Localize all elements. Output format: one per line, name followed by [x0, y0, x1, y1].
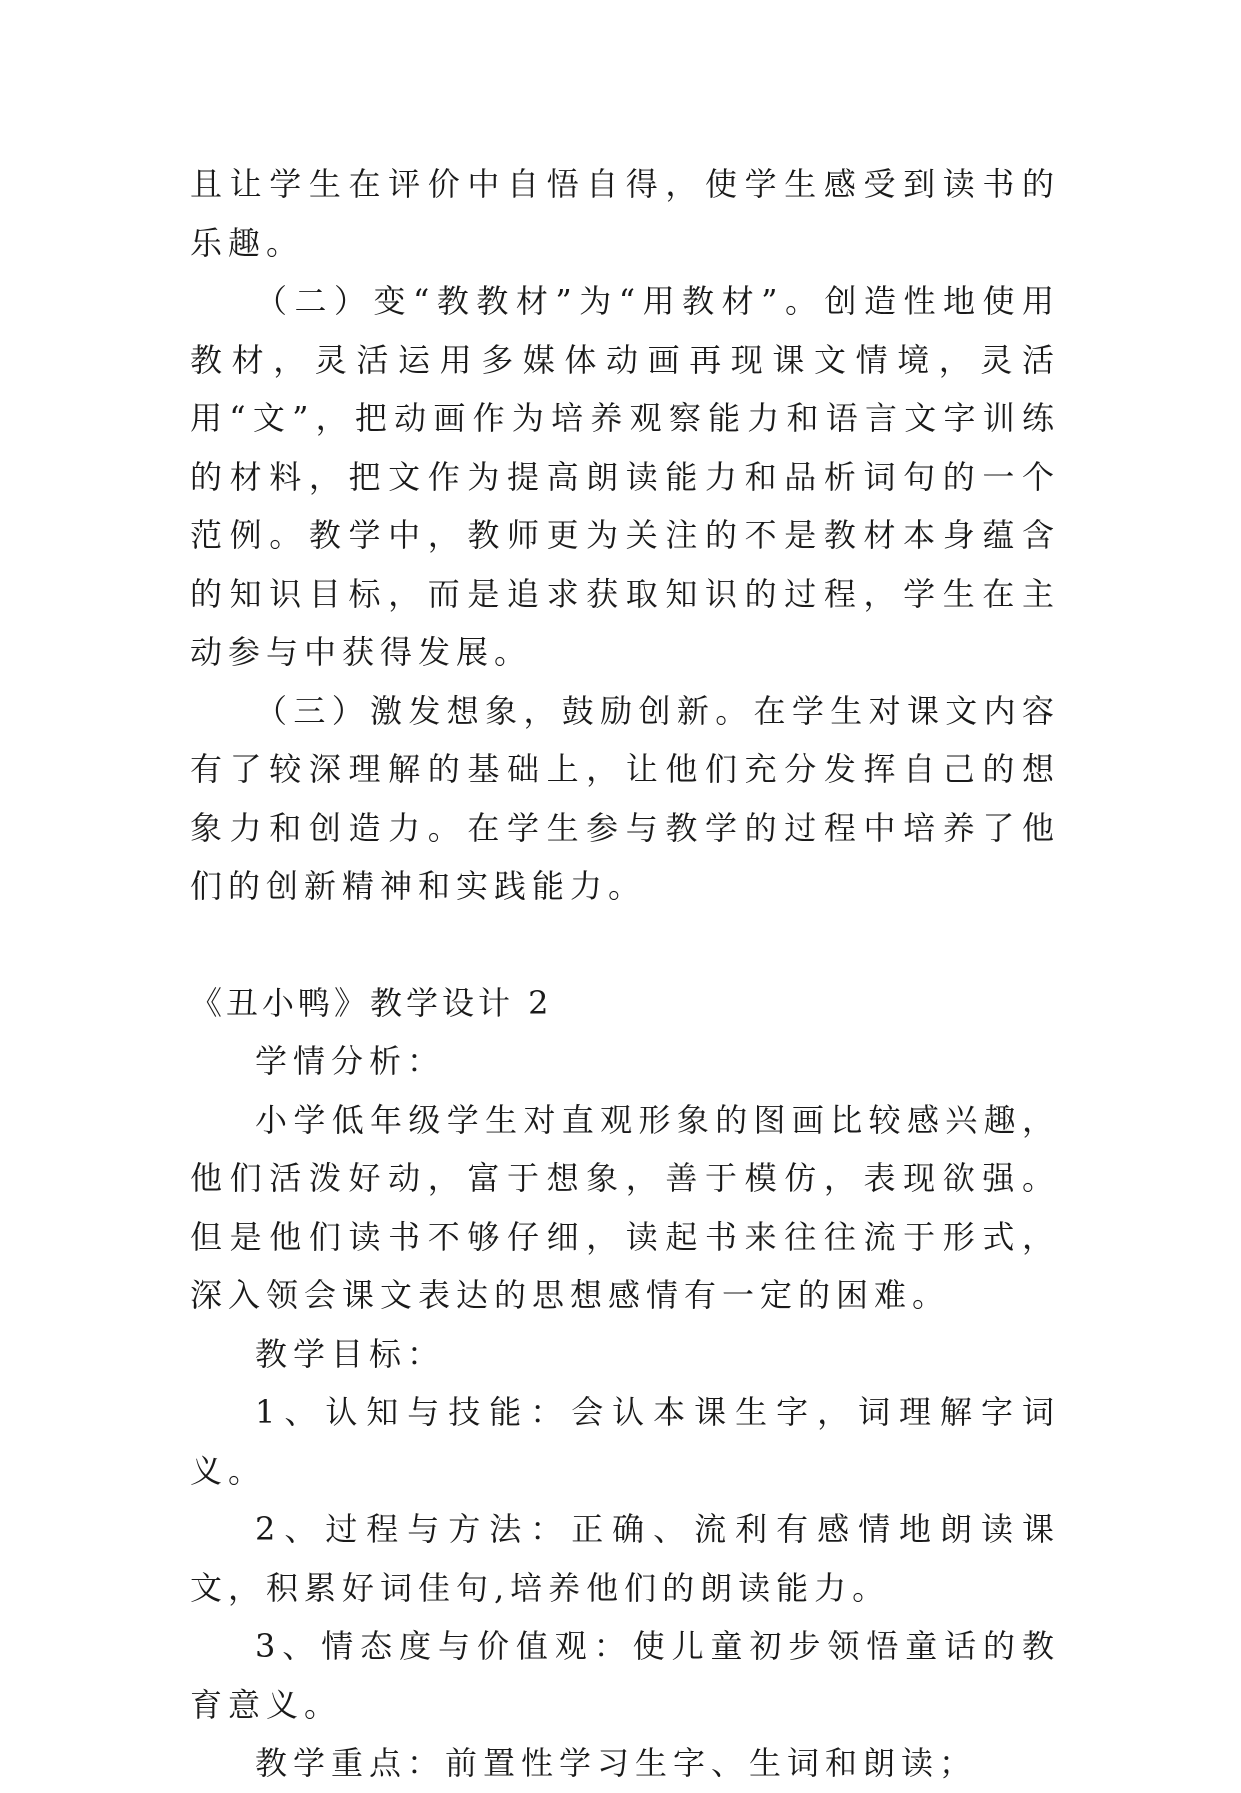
document-body [190, 155, 1060, 1793]
paragraph-continued: 且让学生在评价中自悟自得，使学生感受到读书的乐趣。 [190, 165, 1060, 262]
goal-item-1: 1、认知与技能：会认本课生字，词理解字词义。 [190, 1393, 1060, 1490]
goal-item-3: 3、情态度与价值观：使儿童初步领悟童话的教育意义。 [190, 1627, 1060, 1724]
analysis-paragraph: 小学低年级学生对直观形象的图画比较感兴趣，他们活泼好动，富于想象，善于模仿，表现欲强。但是他们读书不够仔细，读起书来往往流于形式，深入领会课文表达的思想感情有一定的困难。 [190, 1100, 1060, 1314]
paragraph-point-three: （三）激发想象，鼓励创新。在学生对课文内容有了较深理解的基础上，让他们充分发挥自己的想象力和创造力。在学生参与教学的过程中培养了他们的创新精神和实践能力。 [190, 691, 1060, 905]
analysis-heading: 学情分析： [255, 1042, 446, 1080]
key-points: 教学重点：前置性学习生字、生词和朗读； [255, 1744, 978, 1782]
paragraph-point-two: （二）变“教教材”为“用教材”。创造性地使用教材，灵活运用多媒体动画再现课文情境，灵活用“文”，把动画作为培养观察能力和语言文字训练的材料，把文作为提高朗读能力和品析词句的一个范例。教学中，教师更为关注的不是教材本身蕴含的知识目标，而是追求获取知识的过程，学生在主动参与中获得发展。 [190, 282, 1060, 671]
goal-item-2: 2、过程与方法：正确、流利有感情地朗读课文，积累好词佳句,培养他们的朗读能力。 [190, 1510, 1060, 1607]
section-title: 《丑小鸭》教学设计 2 [190, 983, 553, 1022]
section-spacer [190, 916, 1060, 974]
goals-heading: 教学目标： [255, 1334, 446, 1373]
